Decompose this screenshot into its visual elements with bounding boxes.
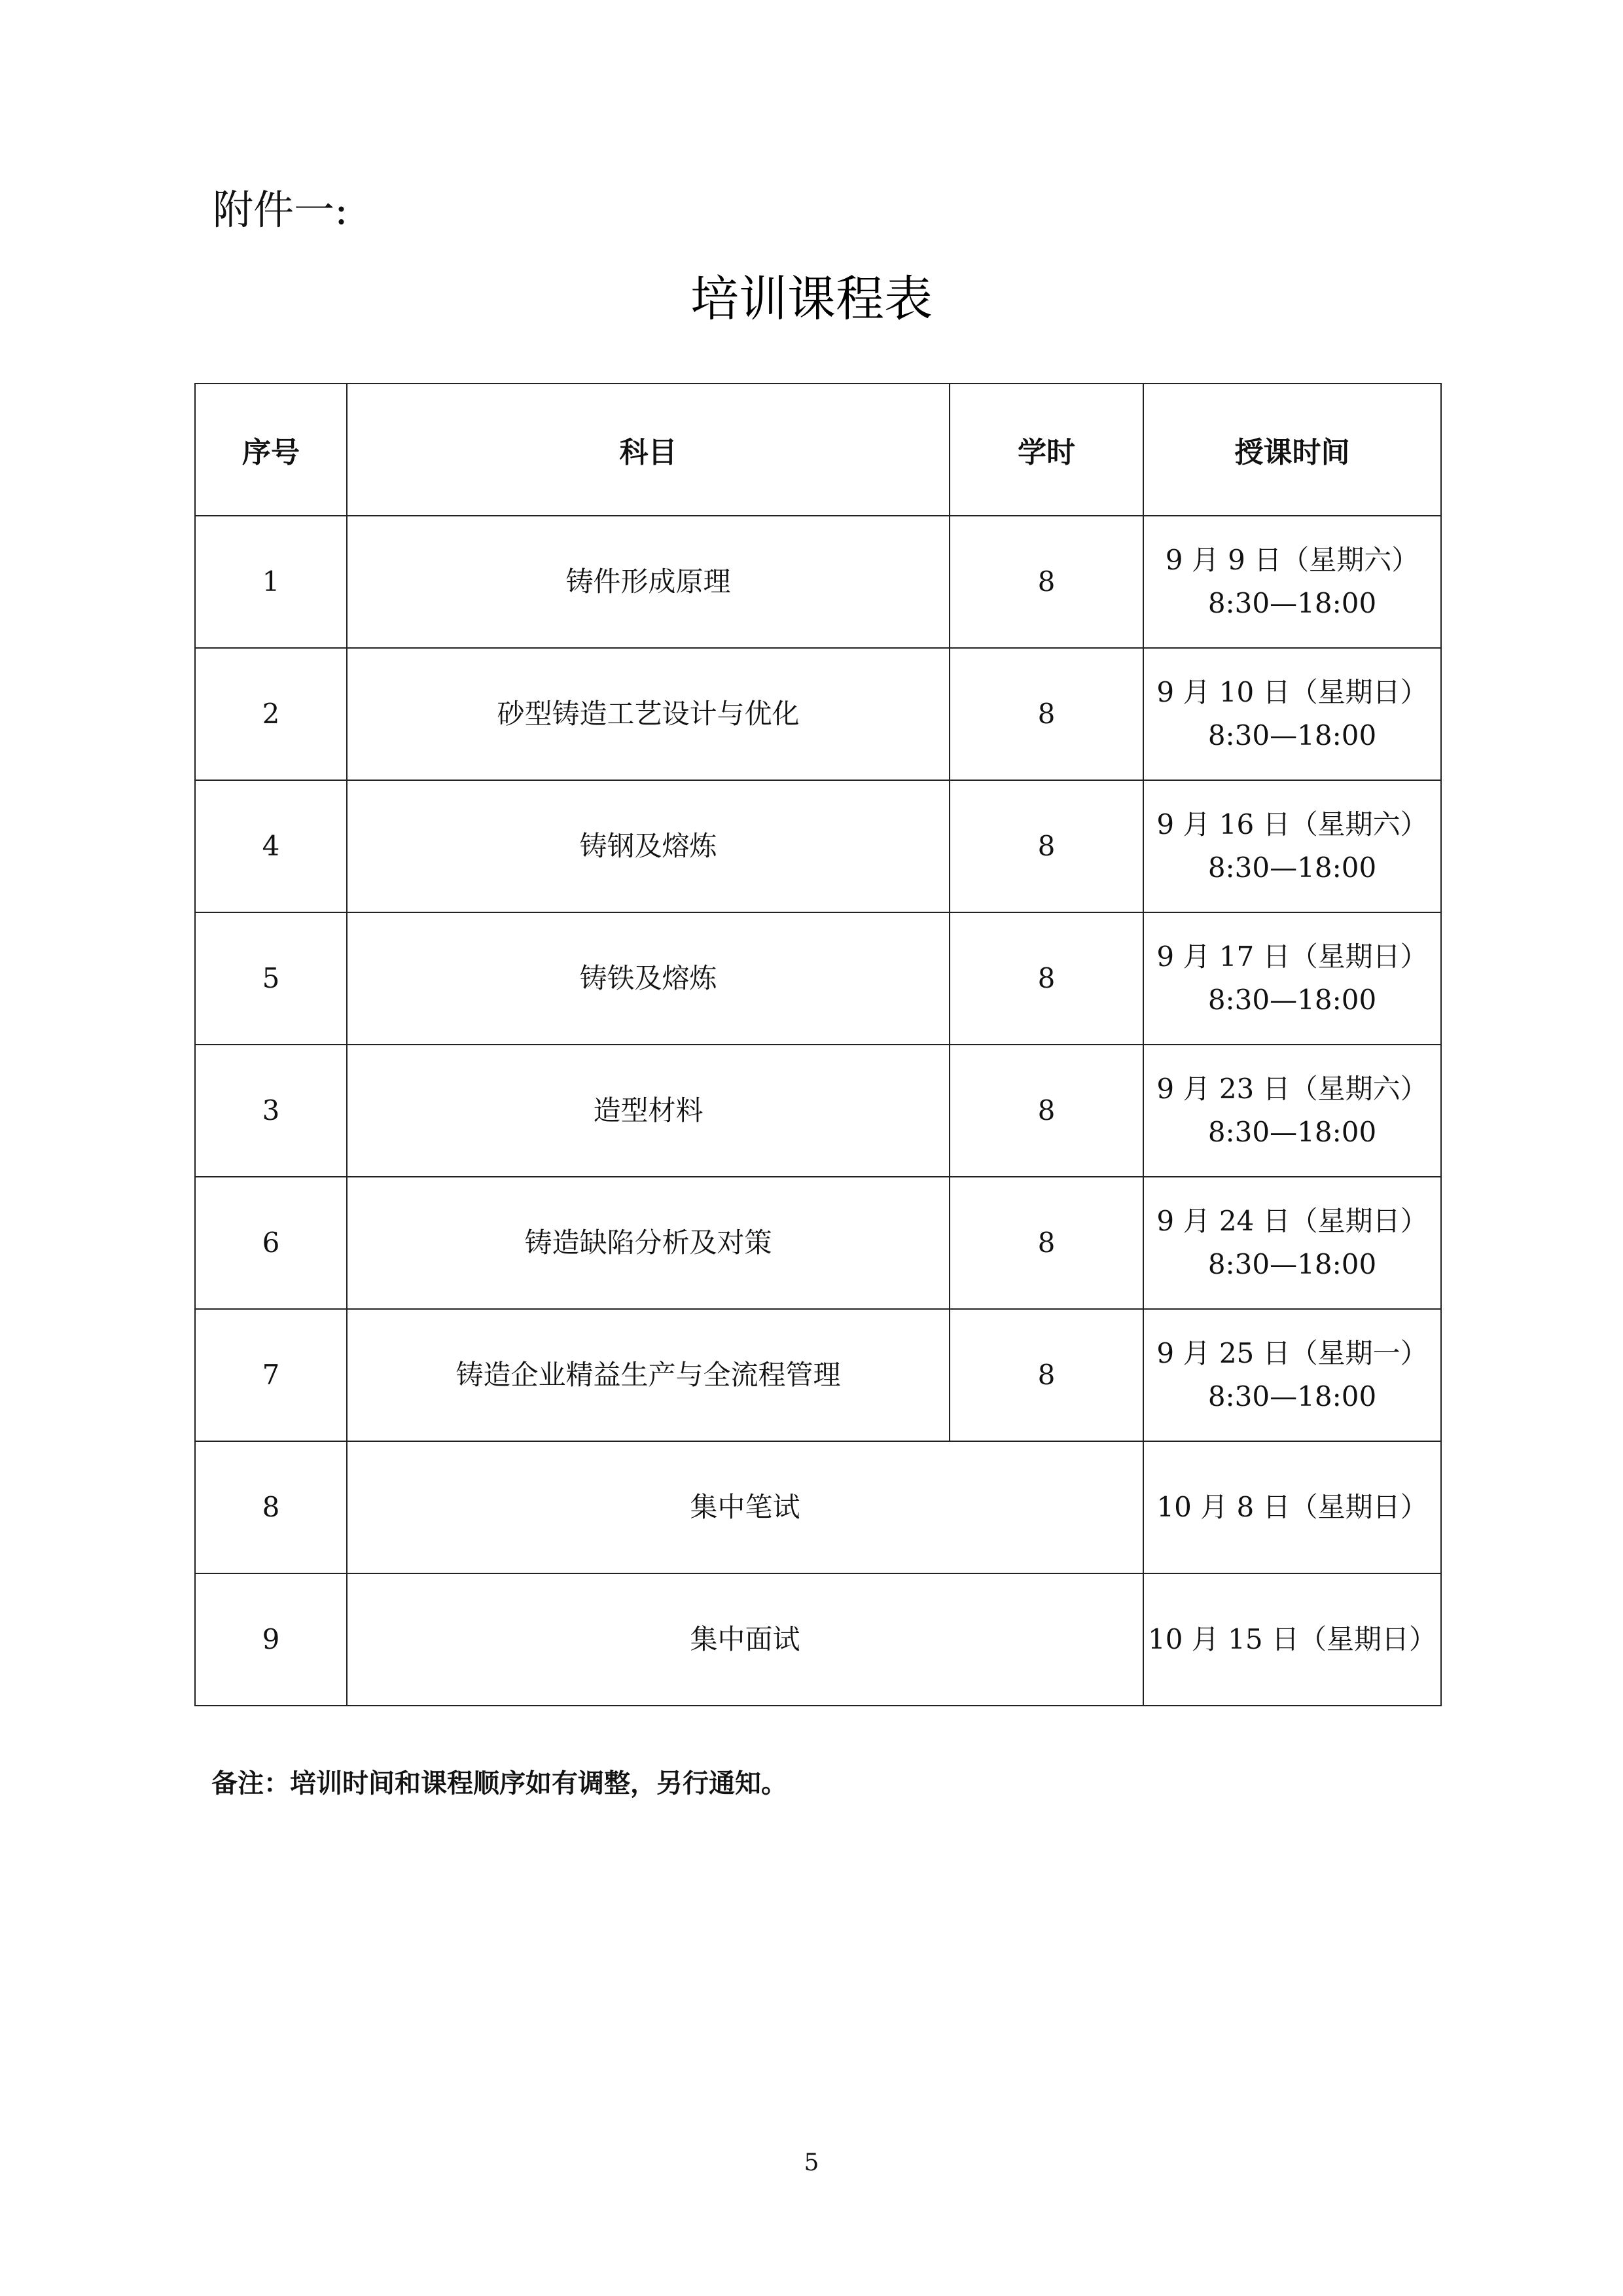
row-time-cell [1143,516,1441,648]
row-date: 9 月 23 日（星期六） [1156,1073,1428,1105]
row-hours: 8 [950,1177,1143,1309]
row-date: 9 月 25 日（星期一） [1156,1337,1428,1369]
row-hours: 8 [950,648,1143,780]
row-time-cell [1143,1045,1441,1177]
row-date: 9 月 9 日（星期六） [1165,544,1419,576]
row-date: 10 月 15 日（星期日） [1143,1573,1441,1706]
row-time: 8:30—18:00 [1207,719,1377,751]
row-index: 3 [195,1045,347,1177]
row-subject: 集中面试 [347,1573,1143,1706]
row-hours: 8 [950,1045,1143,1177]
row-hours: 8 [950,912,1143,1045]
table-row [195,1045,1441,1177]
table-row [195,1177,1441,1309]
row-date: 10 月 8 日（星期日） [1143,1441,1441,1573]
row-subject: 铸钢及熔炼 [347,780,950,912]
table-header-row [195,384,1441,516]
table-row [195,516,1441,648]
row-index: 9 [195,1573,347,1706]
row-time: 8:30—18:00 [1207,984,1377,1016]
table-row [195,912,1441,1045]
header-index: 序号 [195,384,347,516]
schedule-table [194,383,1442,1706]
row-index: 6 [195,1177,347,1309]
row-date: 9 月 24 日（星期日） [1156,1205,1428,1237]
header-time: 授课时间 [1143,384,1441,516]
table-row [195,648,1441,780]
row-hours: 8 [950,1309,1143,1441]
row-index: 8 [195,1441,347,1573]
exam-row [195,1573,1441,1706]
row-time-cell [1143,648,1441,780]
remark-note: 备注：培训时间和课程顺序如有调整，另行通知。 [211,1768,787,1799]
row-subject: 铸件形成原理 [347,516,950,648]
page-title: 培训课程表 [690,271,933,327]
row-index: 2 [195,648,347,780]
row-time: 8:30—18:00 [1207,852,1377,884]
row-subject: 集中笔试 [347,1441,1143,1573]
row-date: 9 月 17 日（星期日） [1156,941,1428,973]
row-subject: 铸铁及熔炼 [347,912,950,1045]
row-hours: 8 [950,516,1143,648]
header-subject: 科目 [347,384,950,516]
table-row [195,1309,1441,1441]
exam-row [195,1441,1441,1573]
header-hours: 学时 [950,384,1143,516]
row-time-cell [1143,780,1441,912]
page-number: 5 [804,2149,819,2176]
row-subject: 铸造企业精益生产与全流程管理 [347,1309,950,1441]
annex-label: 附件一: [213,186,348,234]
row-date: 9 月 10 日（星期日） [1156,676,1428,708]
row-index: 5 [195,912,347,1045]
row-date: 9 月 16 日（星期六） [1156,808,1428,840]
row-index: 4 [195,780,347,912]
row-time: 8:30—18:00 [1207,1380,1377,1412]
row-time-cell [1143,1309,1441,1441]
table-row [195,780,1441,912]
row-index: 1 [195,516,347,648]
row-subject: 造型材料 [347,1045,950,1177]
row-time: 8:30—18:00 [1207,587,1377,619]
row-time-cell [1143,1177,1441,1309]
row-index: 7 [195,1309,347,1441]
row-subject: 砂型铸造工艺设计与优化 [347,648,950,780]
row-hours: 8 [950,780,1143,912]
row-time: 8:30—18:00 [1207,1116,1377,1148]
row-time-cell [1143,912,1441,1045]
row-time: 8:30—18:00 [1207,1248,1377,1280]
row-subject: 铸造缺陷分析及对策 [347,1177,950,1309]
